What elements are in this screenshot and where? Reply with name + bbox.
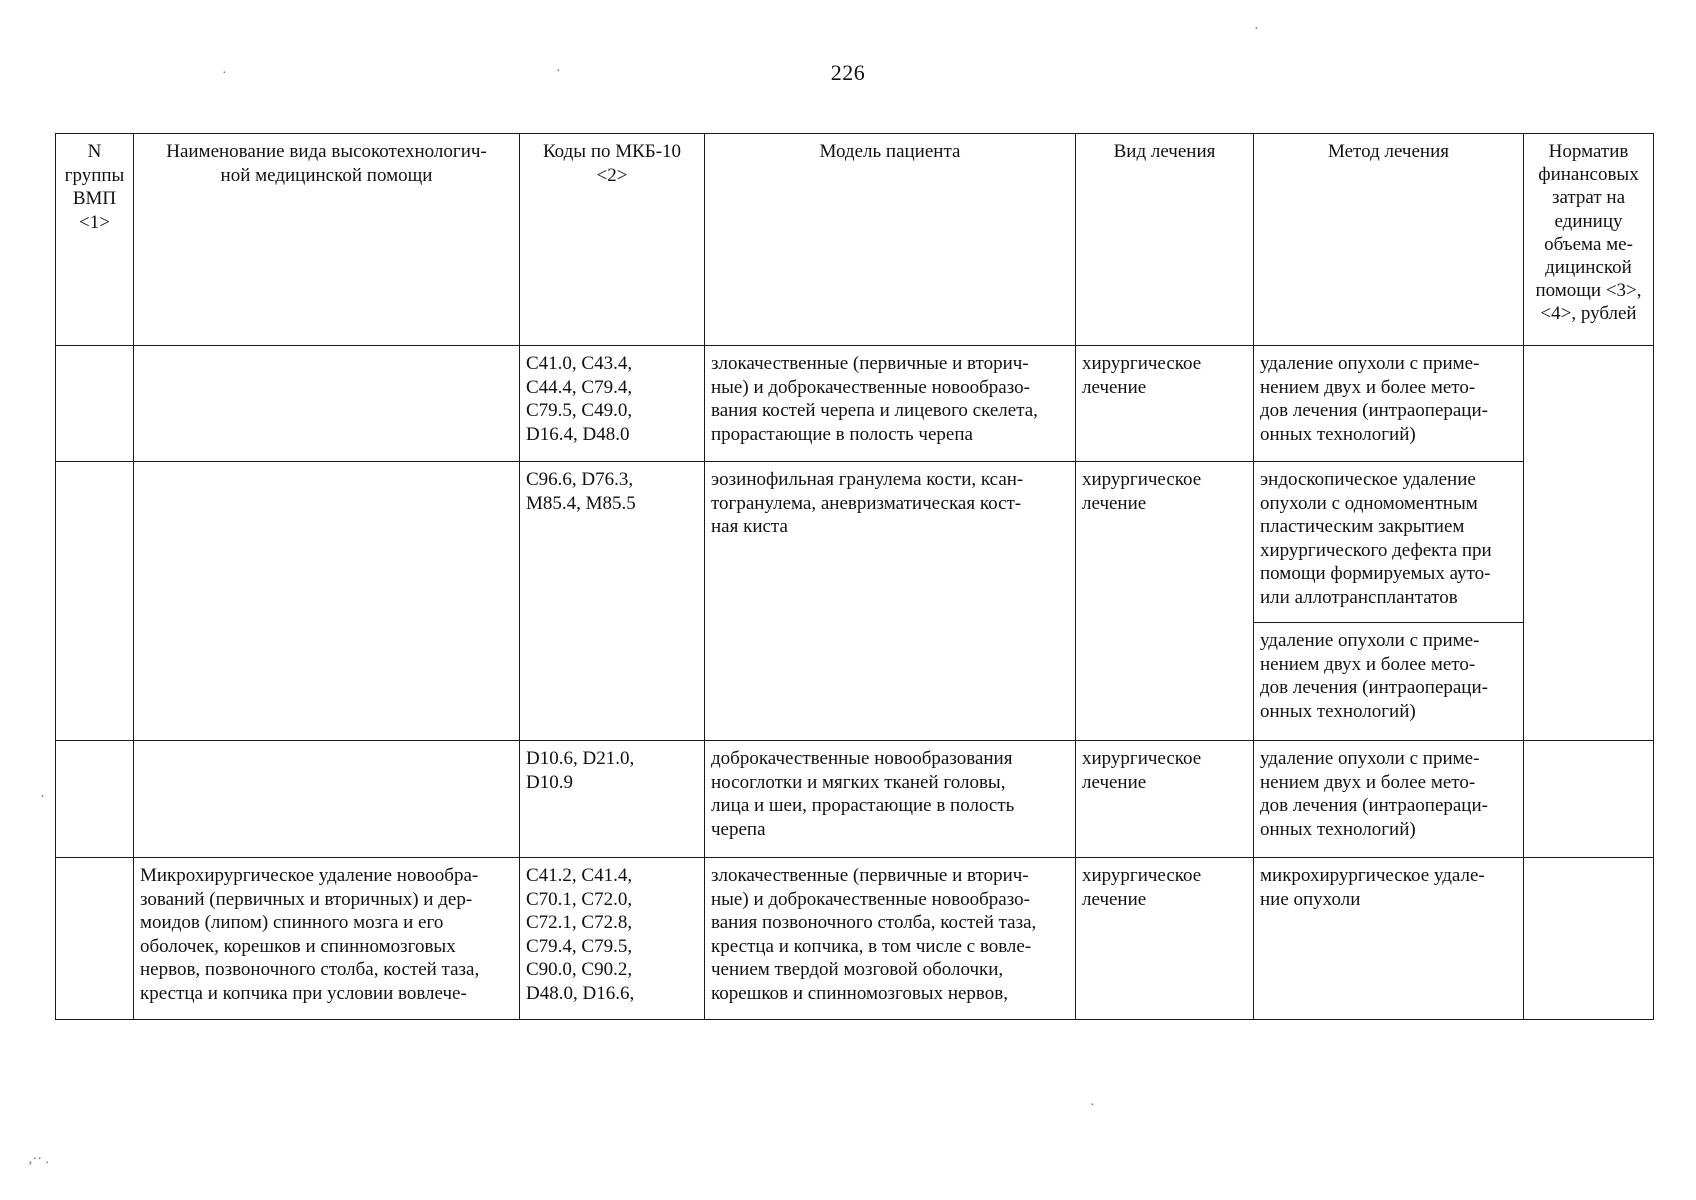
treatment-type-cell: хирургическое лечение xyxy=(1076,346,1254,462)
scan-speck: · xyxy=(556,64,561,79)
care-type-name-cell xyxy=(134,741,520,858)
header-group-no: N группы ВМП <1> xyxy=(56,134,134,346)
cost-standard-cell xyxy=(1524,741,1654,858)
patient-model-cell: доброкачественные новообразования носоглотки и мягких тканей головы, лица и шеи, прорастающие в полость черепа xyxy=(705,741,1076,858)
cost-standard-cell xyxy=(1524,858,1654,1020)
table-header-row xyxy=(56,134,1654,346)
treatment-method-cell: микрохирургическое удале- ние опухоли xyxy=(1254,858,1524,1020)
header-treatment-method: Метод лечения xyxy=(1254,134,1524,346)
table-row xyxy=(56,462,1654,623)
treatment-method-cell: удаление опухоли с приме- нением двух и более мето- дов лечения (интраопераци- онных технологий) xyxy=(1254,346,1524,462)
care-type-name-cell: Микрохирургическое удаление новообра- зований (первичных и вторичных) и дер- моидов (липом) спинного мозга и его оболочек, корешков и спинномозговых нервов, позвоночного столба, костей таза, крестца и копчика при условии вовлече- xyxy=(134,858,520,1020)
group-no-cell xyxy=(56,858,134,1020)
patient-model-cell: эозинофильная гранулема кости, ксан- тогранулема, аневризматическая кост- ная киста xyxy=(705,462,1076,741)
care-type-name-cell xyxy=(134,462,520,741)
treatment-method-cell: удаление опухоли с приме- нением двух и более мето- дов лечения (интраопераци- онных технологий) xyxy=(1254,741,1524,858)
icd-codes-cell: C41.0, C43.4, C44.4, C79.4, C79.5, C49.0, D16.4, D48.0 xyxy=(520,346,705,462)
header-icd-codes: Коды по МКБ-10 <2> xyxy=(520,134,705,346)
header-treatment-type: Вид лечения xyxy=(1076,134,1254,346)
table-row xyxy=(56,346,1654,462)
header-cost-standard: Норматив финансовых затрат на единицу объема ме- дицинской помощи <3>, <4>, рублей xyxy=(1524,134,1654,346)
page-number: 226 xyxy=(830,60,866,85)
scan-speck: · xyxy=(40,790,45,805)
cost-standard-cell xyxy=(1524,346,1654,741)
table-row xyxy=(56,741,1654,858)
icd-codes-cell: C41.2, C41.4, C70.1, C72.0, C72.1, C72.8, C79.4, C79.5, C90.0, C90.2, D48.0, D16.6, xyxy=(520,858,705,1020)
header-patient-model: Модель пациента xyxy=(705,134,1076,346)
scan-speck: · xyxy=(1090,1098,1095,1113)
care-type-name-cell xyxy=(134,346,520,462)
scan-speck: · xyxy=(222,66,227,81)
group-no-cell xyxy=(56,462,134,741)
scan-speck: ‚·· . xyxy=(28,1152,49,1167)
patient-model-cell: злокачественные (первичные и вторич- ные) и доброкачественные новообразо- вания позвоночного столба, костей таза, крестца и копчика, в том числе с вовле- чением твердой мозговой оболочки, корешков и спинномозговых нервов, xyxy=(705,858,1076,1020)
treatment-method-cell: эндоскопическое удаление опухоли с одномоментным пластическим закрытием хирургического дефекта при помощи формируемых ауто- или аллотрансплантатов xyxy=(1254,462,1524,623)
group-no-cell xyxy=(56,346,134,462)
table-row xyxy=(56,858,1654,1020)
treatment-method-cell: удаление опухоли с приме- нением двух и более мето- дов лечения (интраопераци- онных технологий) xyxy=(1254,623,1524,741)
scan-speck: · xyxy=(1254,22,1259,37)
header-care-type-name: Наименование вида высокотехнологич- ной медицинской помощи xyxy=(134,134,520,346)
patient-model-cell: злокачественные (первичные и вторич- ные) и доброкачественные новообразо- вания костей черепа и лицевого скелета, прорастающие в полость черепа xyxy=(705,346,1076,462)
group-no-cell xyxy=(56,741,134,858)
treatment-type-cell: хирургическое лечение xyxy=(1076,462,1254,741)
icd-codes-cell: C96.6, D76.3, M85.4, M85.5 xyxy=(520,462,705,741)
vmp-table xyxy=(55,133,1654,1020)
treatment-type-cell: хирургическое лечение xyxy=(1076,741,1254,858)
treatment-type-cell: хирургическое лечение xyxy=(1076,858,1254,1020)
icd-codes-cell: D10.6, D21.0, D10.9 xyxy=(520,741,705,858)
